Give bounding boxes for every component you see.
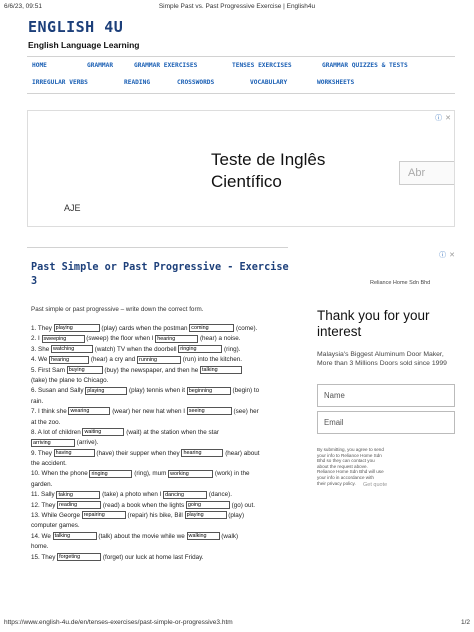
exercise-line	[31, 469, 293, 479]
answer-input[interactable]: beginning	[187, 387, 231, 395]
exercise-text: (watch) TV when the doorbell	[92, 345, 179, 353]
ad-headline-line2: Científico	[211, 172, 282, 191]
exercise-line	[31, 542, 293, 552]
answer-input[interactable]: hearing	[49, 356, 89, 364]
answer-input[interactable]: reading	[57, 501, 101, 509]
answer-input[interactable]: dancing	[163, 491, 207, 499]
exercise-text: the accident.	[31, 460, 67, 468]
answer-input[interactable]: waiting	[82, 428, 124, 436]
print-footer	[4, 619, 470, 629]
exercise-text: (forget) our luck at home last Friday.	[101, 553, 204, 561]
answer-input[interactable]: walking	[187, 532, 220, 540]
exercise-text: 14. We	[31, 532, 53, 540]
close-icon[interactable]: ✕	[449, 252, 455, 259]
exercise-line	[31, 511, 293, 521]
nav-crosswords[interactable]: CROSSWORDS	[177, 79, 215, 86]
answer-input[interactable]: playing	[85, 387, 127, 395]
exercise-text: (go) out.	[229, 501, 256, 509]
exercise-text: (hear) a cry and	[89, 356, 138, 364]
exercise-line	[31, 366, 293, 376]
nav-vocabulary[interactable]: VOCABULARY	[250, 79, 288, 86]
exercise-text: garden.	[31, 480, 53, 488]
exercise-line	[31, 355, 293, 365]
print-header	[4, 3, 470, 13]
exercise-text: 10. When the phone	[31, 470, 90, 478]
exercise-text: 7. I think she	[31, 408, 69, 416]
answer-input[interactable]: watching	[51, 345, 93, 353]
exercise-line	[31, 553, 293, 563]
exercise-text: 8. A lot of children	[31, 428, 83, 436]
answer-input[interactable]: hearing	[155, 335, 198, 343]
exercise-text: home.	[31, 543, 49, 551]
exercise-line	[31, 459, 293, 469]
name-field[interactable]: Name	[317, 384, 455, 407]
main-nav	[27, 56, 455, 94]
answer-input[interactable]: playing	[54, 324, 100, 332]
answer-input[interactable]: wearing	[68, 407, 110, 415]
nav-irregular-verbs[interactable]: IRREGULAR VERBS	[32, 79, 88, 86]
exercise-line	[31, 501, 293, 511]
exercise-text: (run) into the kitchen.	[181, 356, 242, 364]
answer-input[interactable]: seeing	[187, 407, 232, 415]
ad-badge[interactable]	[435, 113, 451, 123]
exercise-text: (sweep) the floor when I	[84, 335, 156, 343]
exercise-text: (ring).	[222, 345, 241, 353]
exercise-text: (play) tennis when it	[127, 387, 187, 395]
answer-input[interactable]: ringing	[178, 345, 222, 353]
exercise-line	[31, 386, 293, 396]
nav-tenses-exercises[interactable]: TENSES EXERCISES	[232, 62, 292, 69]
answer-input[interactable]: sweeping	[42, 335, 85, 343]
exercise-line	[31, 438, 293, 448]
answer-input[interactable]: coming	[189, 324, 234, 332]
nav-grammar-quizzes[interactable]: GRAMMAR QUIZZES & TESTS	[322, 62, 408, 69]
exercise-text: (hear) about	[223, 449, 260, 457]
answer-input[interactable]: working	[168, 470, 213, 478]
side-ad-badge[interactable]	[439, 250, 455, 260]
exercise-text: (work) in the	[213, 470, 250, 478]
site-tagline: English Language Learning	[28, 40, 140, 50]
exercise-text: 13. While George	[31, 512, 82, 520]
exercise-text: 4. We	[31, 356, 50, 364]
exercise-title: Past Simple or Past Progressive - Exercise 3	[31, 262, 289, 287]
exercise-text: (take) the plane to Chicago.	[31, 376, 109, 384]
exercise-line	[31, 490, 293, 500]
side-ad[interactable]	[308, 247, 455, 497]
exercise-text: at the zoo.	[31, 418, 61, 426]
answer-input[interactable]: hearing	[181, 449, 223, 457]
exercise-text: (arrive).	[75, 439, 99, 447]
exercise-text: (talk) about the movie while we	[96, 532, 187, 540]
nav-worksheets[interactable]: WORKSHEETS	[317, 79, 355, 86]
exercise-text: rain.	[31, 397, 44, 405]
exercise-text: (walk)	[219, 532, 239, 540]
exercise-text: 5. First Sam	[31, 366, 67, 374]
answer-input[interactable]: playing	[185, 511, 227, 519]
answer-input[interactable]: forgeting	[57, 553, 101, 561]
ad-side-description: Malaysia's Biggest Aluminum Door Maker, More than 3 Millions Doors sold since 1999	[317, 351, 447, 367]
exercise-instructions: Past simple or past progressive – write down the correct form.	[31, 306, 204, 313]
exercise-line	[31, 345, 293, 355]
exercise-line	[31, 376, 293, 386]
answer-input[interactable]: running	[137, 356, 181, 364]
exercise-text: (play) cards when the postman	[99, 325, 190, 332]
info-icon[interactable]: ⓘ	[439, 252, 447, 259]
exercise-line	[31, 480, 293, 490]
exercise-line	[31, 407, 293, 417]
exercise-text: (come).	[234, 325, 258, 332]
nav-home[interactable]: HOME	[32, 62, 47, 69]
exercise-text: (read) a book when the lights	[101, 501, 186, 509]
answer-input[interactable]: repairing	[82, 511, 126, 519]
exercise-text: (have) their supper when they	[94, 449, 182, 457]
exercise-line	[31, 397, 293, 407]
ad-headline-line1: Teste de Inglês	[211, 150, 326, 169]
exercise-text: (see) her	[231, 408, 259, 416]
exercise-text: 9. They	[31, 449, 54, 457]
print-date: 6/6/23, 09:51	[4, 3, 42, 10]
exercise-line	[31, 418, 293, 428]
close-icon[interactable]: ✕	[445, 115, 451, 122]
exercise-text: (buy) the newspaper, and then he	[102, 366, 201, 374]
exercise-text: 12. They	[31, 501, 58, 509]
exercise-text: (ring), mum	[132, 470, 169, 478]
answer-input[interactable]: buying	[67, 366, 103, 374]
exercise-text: 1. They	[31, 325, 54, 332]
answer-input[interactable]: talking	[200, 366, 242, 374]
exercise-line	[31, 521, 293, 531]
exercise-text: (repair) his bike, Bill	[125, 512, 185, 520]
answer-input[interactable]: talking	[53, 532, 97, 540]
get-quote-button[interactable]: Get quote	[363, 482, 388, 488]
exercise-text: (wear) her new hat when I	[110, 408, 187, 416]
ad-headline	[211, 149, 325, 193]
print-page-number: 1/2	[460, 619, 470, 626]
answer-input[interactable]: ringing	[89, 470, 132, 478]
exercise-text: (begin) to	[230, 387, 260, 395]
exercise-line	[31, 324, 293, 334]
info-icon[interactable]: ⓘ	[435, 115, 443, 122]
answer-input[interactable]: having	[54, 449, 95, 457]
ad-advertiser: AJE	[64, 203, 81, 213]
exercise-text: (play)	[226, 512, 245, 520]
exercise-line	[31, 532, 293, 542]
exercise-lines	[31, 324, 293, 563]
exercise-text: (hear) a noise.	[198, 335, 241, 343]
ad-open-button[interactable]: Abr	[399, 161, 454, 185]
exercise-text: (dance).	[207, 491, 232, 499]
print-url: https://www.english-4u.de/en/tenses-exercises/past-simple-or-progressive3.htm	[4, 619, 233, 626]
exercise-text: 6. Susan and Sally	[31, 387, 86, 395]
exercise-text: (wait) at the station when the star	[124, 428, 219, 436]
answer-input[interactable]: going	[186, 501, 230, 509]
exercise-line	[31, 334, 293, 344]
exercise-text: (take) a photo when I	[100, 491, 164, 499]
top-ad[interactable]	[27, 110, 455, 227]
print-title: Simple Past vs. Past Progressive Exercise | English4u	[158, 3, 316, 10]
answer-input[interactable]: arriving	[31, 439, 75, 447]
site-logo[interactable]: ENGLISH 4U	[28, 18, 124, 36]
exercise-text: 11. Sally	[31, 491, 57, 499]
exercise-text: computer games.	[31, 522, 80, 530]
exercise-article	[27, 247, 288, 632]
nav-reading[interactable]: READING	[124, 79, 151, 86]
nav-grammar[interactable]: GRAMMAR	[87, 62, 114, 69]
email-field[interactable]: Email	[317, 411, 455, 434]
exercise-text: 15. They	[31, 553, 58, 561]
answer-input[interactable]: taking	[56, 491, 100, 499]
exercise-line	[31, 449, 293, 459]
ad-fine-print: By submitting, you agree to send your info to Reliance Home Sdn Bhd so they can contact you about the request above. Reliance Home Sdn Bhd will use your info in accordance with their privacy policy.	[317, 447, 384, 486]
exercise-line	[31, 428, 293, 438]
ad-company: Reliance Home Sdn Bhd	[370, 280, 431, 286]
exercise-text: 3. She	[31, 345, 51, 353]
exercise-text: 2. I	[31, 335, 42, 343]
ad-side-headline: Thank you for your interest	[317, 308, 430, 339]
nav-grammar-exercises[interactable]: GRAMMAR EXERCISES	[134, 62, 198, 69]
